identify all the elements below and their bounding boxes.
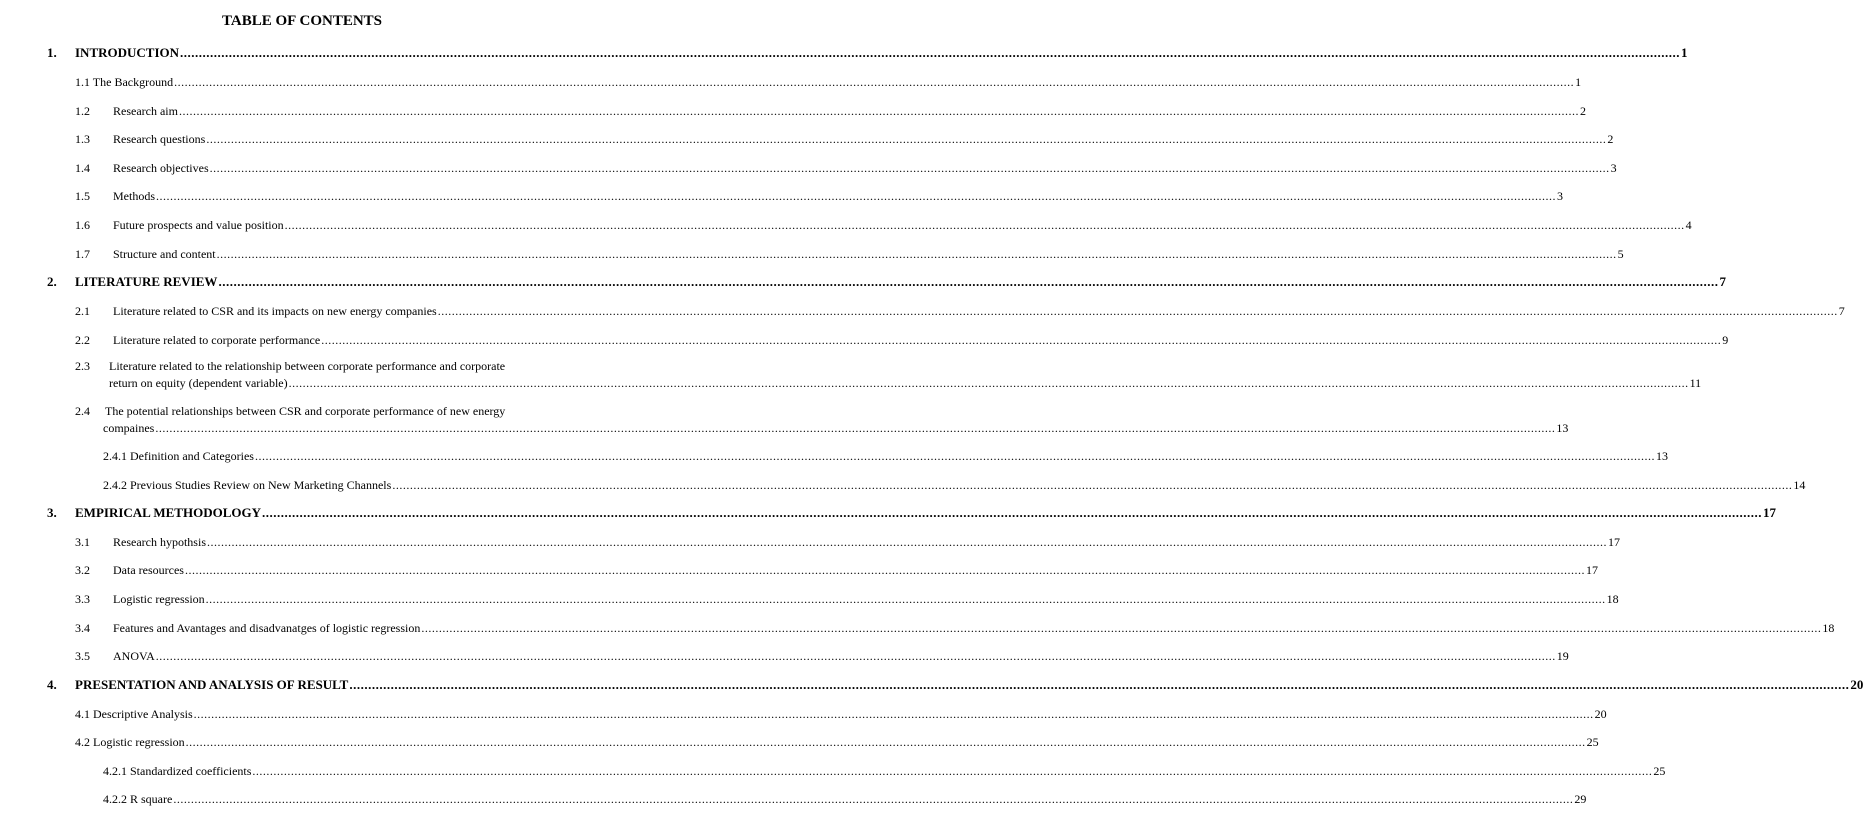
toc-entry-leader: [103, 791, 1587, 807]
toc-entry-number: 1.7: [75, 247, 90, 261]
toc-entry-page: 2: [1579, 104, 1586, 118]
toc-entry-text: Research questions: [113, 132, 206, 146]
toc-title: TABLE OF CONTENTS: [221, 13, 383, 29]
toc-entry-text: Data resources: [113, 563, 184, 577]
toc-entry[interactable]: [0, 648, 1569, 664]
toc-entry-number: 1.4: [75, 161, 90, 175]
toc-entry-page: 1: [1681, 45, 1688, 60]
dot-leader: ................................................................................................................................................................................................................................................................................................................................................................................................................: [216, 247, 1617, 261]
toc-entry-number: 2.2: [75, 333, 90, 347]
toc-entry-page: 25: [1586, 735, 1599, 749]
toc-entry[interactable]: [0, 505, 1776, 521]
toc-entry-leader: [75, 74, 1582, 90]
toc-entry-page: 25: [1653, 764, 1666, 778]
dot-leader: ................................................................................................................................................................................................................................................................................................................................................................................................................: [155, 421, 1556, 435]
toc-entry[interactable]: [0, 420, 1569, 436]
toc-entry-page: 20: [1850, 677, 1863, 692]
toc-entry[interactable]: [0, 791, 1587, 807]
toc-entry[interactable]: [0, 591, 1619, 607]
toc-entry-leader: [113, 160, 1617, 176]
toc-entry-text: 1.1 The Background: [75, 75, 174, 89]
dot-leader: ................................................................................................................................................................................................................................................................................................................................................................................................................: [156, 189, 1556, 203]
toc-entry-text: 4.1 Descriptive Analysis: [75, 707, 193, 721]
dot-leader: ................................................................................................................................................................................................................................................................................................................................................................................................................: [174, 75, 1575, 89]
toc-entry-leader: [113, 648, 1569, 664]
toc-entry-number: 1.5: [75, 189, 90, 203]
toc-entry-text: Literature related to corporate performance: [113, 333, 321, 347]
toc-entry-page: 13: [1655, 449, 1668, 463]
toc-entry-text: 2.4.2 Previous Studies Review on New Marketing Channels: [103, 478, 392, 492]
dot-leader: ................................................................................................................................................................................................................................................................................................................................................................................................................: [262, 505, 1762, 520]
toc-entry-text: Logistic regression: [113, 592, 205, 606]
toc-entry-leader: [113, 620, 1835, 636]
toc-entry-text: 4.2 Logistic regression: [75, 735, 185, 749]
toc-entry[interactable]: [0, 477, 1806, 493]
dot-leader: ................................................................................................................................................................................................................................................................................................................................................................................................................: [392, 478, 1793, 492]
toc-entry-page: 2: [1607, 132, 1614, 146]
toc-entry-number: 2.3: [75, 359, 90, 373]
toc-entry-number: 2.4: [75, 404, 90, 418]
dot-leader: ................................................................................................................................................................................................................................................................................................................................................................................................................: [155, 649, 1556, 663]
toc-entry-text: Methods: [113, 189, 155, 203]
toc-entry[interactable]: [0, 303, 1845, 319]
toc-entry-text-line1: The potential relationships between CSR and corporate performance of new energy: [105, 404, 506, 418]
toc-entry-text: 4.2.2 R square: [103, 792, 173, 806]
toc-entry[interactable]: [0, 45, 1688, 61]
dot-leader: ................................................................................................................................................................................................................................................................................................................................................................................................................: [437, 304, 1838, 318]
toc-entry-text: Literature related to CSR and its impacts on new energy companies: [113, 304, 437, 318]
toc-entry-leader: [109, 375, 1702, 391]
dot-leader: ................................................................................................................................................................................................................................................................................................................................................................................................................: [184, 563, 1585, 577]
toc-entry-leader: [113, 332, 1729, 348]
dot-leader: ................................................................................................................................................................................................................................................................................................................................................................................................................: [218, 274, 1719, 289]
toc-entry-text: Structure and content: [113, 247, 216, 261]
toc-entry[interactable]: [0, 734, 1599, 750]
toc-entry[interactable]: [0, 217, 1692, 233]
toc-entry-page: 19: [1556, 649, 1569, 663]
toc-entry-page: 7: [1838, 304, 1845, 318]
toc-entry-text: ANOVA: [113, 649, 155, 663]
toc-entry-text: LITERATURE REVIEW: [75, 274, 218, 289]
toc-entry[interactable]: [0, 332, 1729, 348]
dot-leader: ................................................................................................................................................................................................................................................................................................................................................................................................................: [180, 45, 1681, 60]
toc-entry[interactable]: [0, 706, 1607, 722]
toc-entry[interactable]: [0, 448, 1668, 464]
toc-entry-number: 4.: [47, 677, 57, 692]
toc-entry-text: INTRODUCTION: [75, 45, 180, 60]
toc-entry-leader: [113, 534, 1620, 550]
toc-entry-text: compaines: [103, 421, 155, 435]
toc-entry-text: Future prospects and value position: [113, 218, 284, 232]
toc-entry-page: 17: [1585, 563, 1598, 577]
toc-entry-page: 29: [1574, 792, 1587, 806]
dot-leader: ................................................................................................................................................................................................................................................................................................................................................................................................................: [321, 333, 1722, 347]
toc-entry-leader: [103, 763, 1666, 779]
toc-entry-number: 3.5: [75, 649, 90, 663]
toc-entry-number: 1.: [47, 45, 57, 60]
toc-entry-number: 3.3: [75, 592, 90, 606]
toc-entry[interactable]: [0, 160, 1617, 176]
toc-entry-page: 3: [1557, 189, 1563, 203]
toc-entry[interactable]: [0, 375, 1702, 391]
toc-entry[interactable]: [0, 562, 1598, 578]
toc-entry-leader: [113, 562, 1598, 578]
toc-entry-line1: [0, 358, 604, 374]
toc-entry[interactable]: [0, 74, 1582, 90]
toc-entry-leader: [113, 591, 1619, 607]
toc-entry-number: 1.6: [75, 218, 90, 232]
toc-entry[interactable]: [0, 246, 1624, 262]
toc-entry-text: PRESENTATION AND ANALYSIS OF RESULT: [75, 677, 349, 692]
toc-entry-leader: [113, 103, 1586, 119]
toc-entry-page: 18: [1822, 621, 1835, 635]
toc-entry-number: 3.1: [75, 535, 90, 549]
dot-leader: ................................................................................................................................................................................................................................................................................................................................................................................................................: [173, 792, 1574, 806]
toc-entry-number: 3.4: [75, 621, 90, 635]
dot-leader: ................................................................................................................................................................................................................................................................................................................................................................................................................: [288, 376, 1689, 390]
toc-entry-page: 17: [1763, 505, 1776, 520]
dot-leader: ................................................................................................................................................................................................................................................................................................................................................................................................................: [421, 621, 1822, 635]
toc-entry-leader: [103, 448, 1668, 464]
dot-leader: ................................................................................................................................................................................................................................................................................................................................................................................................................: [254, 449, 1655, 463]
toc-entry[interactable]: [0, 131, 1614, 147]
toc-entry-leader: [113, 246, 1624, 262]
toc-entry-number: 1.3: [75, 132, 90, 146]
toc-entry-leader: [113, 188, 1563, 204]
toc-entry-text: Research objectives: [113, 161, 209, 175]
toc-entry-line1: [0, 403, 604, 419]
toc-entry-page: 9: [1722, 333, 1729, 347]
toc-entry-text: EMPIRICAL METHODOLOGY: [75, 505, 261, 520]
toc-entry-text: 2.4.1 Definition and Categories: [103, 449, 254, 463]
toc-entry-page: 20: [1594, 707, 1607, 721]
toc-entry-number: 3.2: [75, 563, 90, 577]
toc-entry[interactable]: [0, 677, 1863, 693]
toc-entry-leader: [75, 45, 1688, 61]
toc-entry-page: 13: [1556, 421, 1569, 435]
dot-leader: ................................................................................................................................................................................................................................................................................................................................................................................................................: [206, 535, 1607, 549]
toc-entry-page: 1: [1575, 75, 1582, 89]
toc-entry-page: 5: [1617, 247, 1624, 261]
toc-entry-leader: [75, 706, 1607, 722]
toc-entry-text: Research hypothsis: [113, 535, 206, 549]
toc-entry-leader: [75, 734, 1599, 750]
toc-entry-number: 2.1: [75, 304, 90, 318]
dot-leader: ................................................................................................................................................................................................................................................................................................................................................................................................................: [193, 707, 1594, 721]
toc-entry-leader: [75, 677, 1863, 693]
toc-entry-page: 4: [1685, 218, 1692, 232]
toc-entry[interactable]: [0, 620, 1835, 636]
dot-leader: ................................................................................................................................................................................................................................................................................................................................................................................................................: [284, 218, 1685, 232]
toc-entry-page: 7: [1719, 274, 1726, 289]
toc-entry[interactable]: [0, 274, 1726, 290]
toc-entry-leader: [103, 477, 1806, 493]
toc-entry-leader: [103, 420, 1569, 436]
toc-entry-text: return on equity (dependent variable): [109, 376, 288, 390]
dot-leader: ................................................................................................................................................................................................................................................................................................................................................................................................................: [252, 764, 1653, 778]
dot-leader: ................................................................................................................................................................................................................................................................................................................................................................................................................: [185, 735, 1586, 749]
toc-entry-page: 18: [1606, 592, 1619, 606]
toc-entry-number: 2.: [47, 274, 57, 289]
dot-leader: ................................................................................................................................................................................................................................................................................................................................................................................................................: [178, 104, 1579, 118]
toc-entry-number: 1.2: [75, 104, 90, 118]
toc-entry-leader: [75, 274, 1726, 290]
dot-leader: ................................................................................................................................................................................................................................................................................................................................................................................................................: [205, 592, 1606, 606]
toc-entry-leader: [113, 303, 1845, 319]
toc-entry-leader: [113, 131, 1614, 147]
dot-leader: ................................................................................................................................................................................................................................................................................................................................................................................................................: [206, 132, 1607, 146]
toc-entry-number: 3.: [47, 505, 57, 520]
toc-entry-page: 14: [1793, 478, 1806, 492]
dot-leader: ................................................................................................................................................................................................................................................................................................................................................................................................................: [349, 677, 1850, 692]
toc-entry-page: 17: [1607, 535, 1620, 549]
toc-entry[interactable]: [0, 188, 1563, 204]
toc-entry[interactable]: [0, 763, 1666, 779]
toc-entry[interactable]: [0, 534, 1620, 550]
toc-entry-leader: [113, 217, 1692, 233]
toc-entry-text: 4.2.1 Standardized coefficients: [103, 764, 252, 778]
toc-entry-leader: [75, 505, 1776, 521]
dot-leader: ................................................................................................................................................................................................................................................................................................................................................................................................................: [209, 161, 1610, 175]
toc-entry-page: 3: [1610, 161, 1617, 175]
toc-entry-text: Features and Avantages and disadvanatges of logistic regression: [113, 621, 421, 635]
toc-entry-text-line1: Literature related to the relationship between corporate performance and corporate: [109, 359, 506, 373]
toc-entry-page: 11: [1689, 376, 1702, 390]
toc-entry-text: Research aim: [113, 104, 178, 118]
toc-entry[interactable]: [0, 103, 1586, 119]
